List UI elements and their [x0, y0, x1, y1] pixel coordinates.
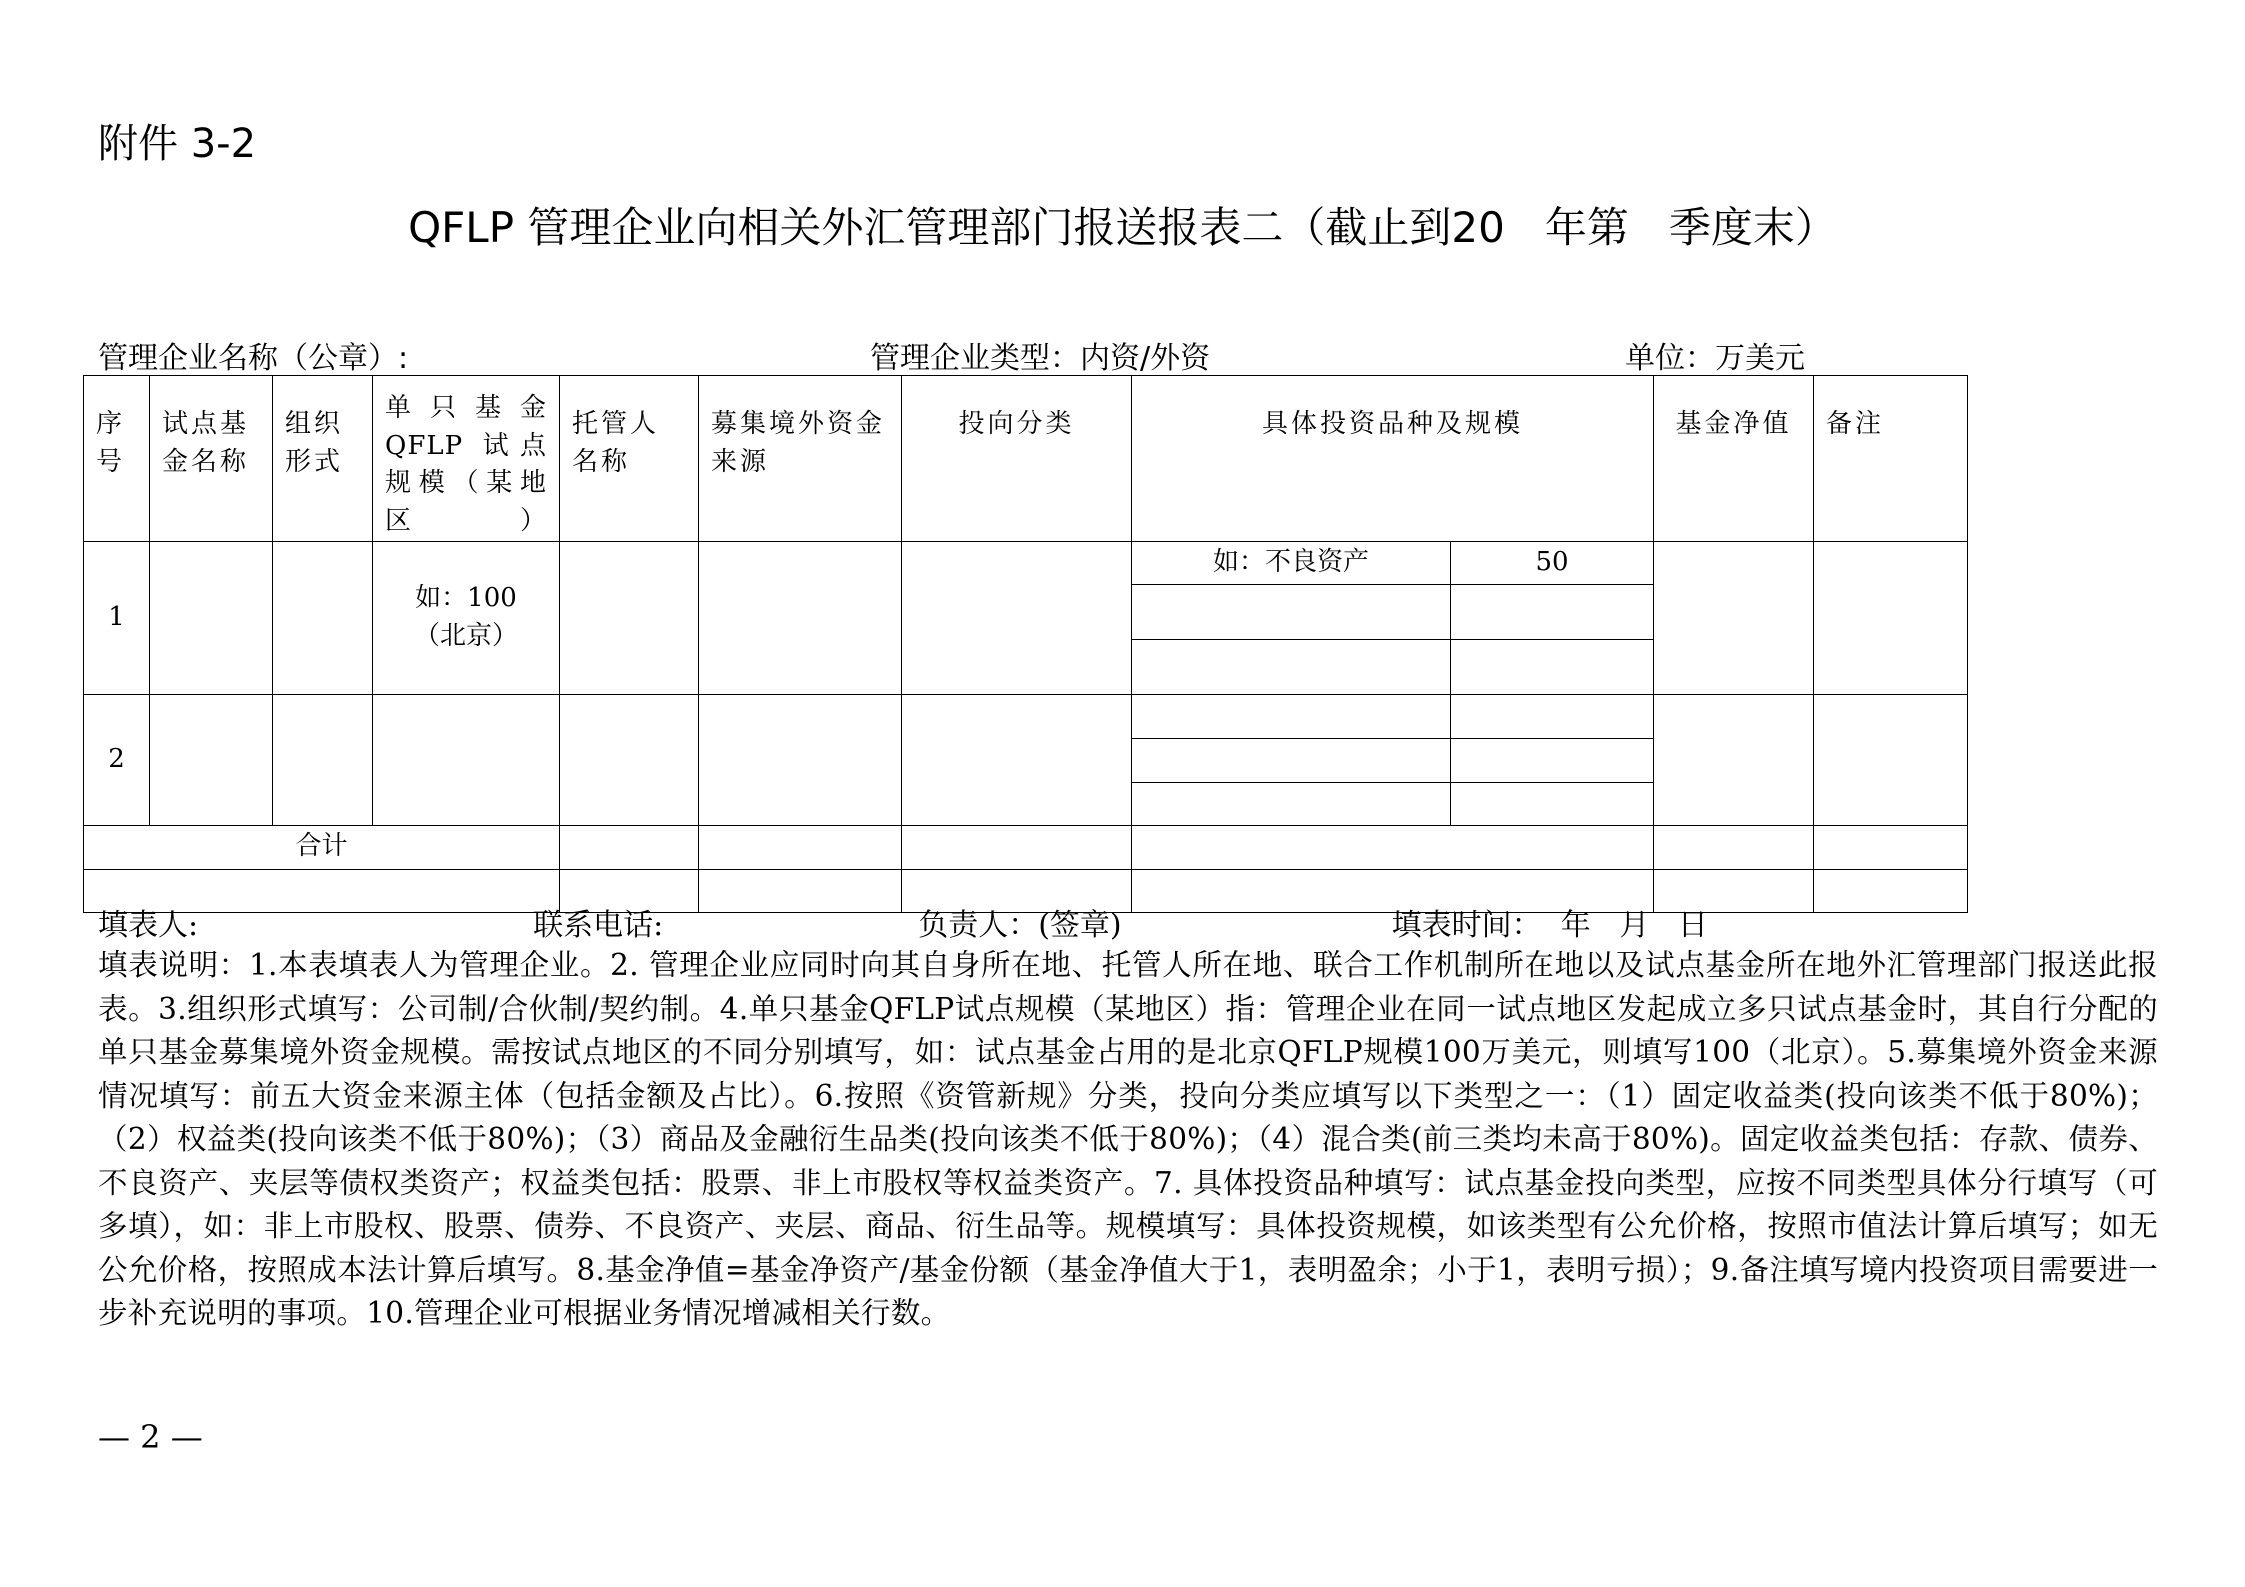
fill-date-label: 填表时间： 年 月 日 — [1391, 908, 1708, 943]
table-header-row — [84, 376, 1968, 542]
detail-scale-cell: 50 — [1451, 541, 1654, 584]
total-row — [84, 825, 1968, 869]
responsible-label: 负责人：(签章) — [918, 908, 1122, 943]
header-nav: 基金净值 — [1654, 376, 1814, 542]
total-cell — [1132, 825, 1654, 869]
company-type-label: 管理企业类型：内资/外资 — [870, 341, 1211, 376]
detail-scale-cell — [1451, 584, 1654, 639]
phone-label: 联系电话: — [533, 908, 664, 943]
custodian-cell — [560, 541, 699, 694]
fund-source-cell — [699, 541, 902, 694]
detail-scale-cell — [1451, 782, 1654, 825]
table-row — [84, 694, 1968, 738]
detail-item-cell — [1132, 639, 1451, 694]
nav-cell — [1654, 541, 1814, 694]
detail-scale-cell — [1451, 738, 1654, 782]
detail-item-cell — [1132, 694, 1451, 738]
detail-scale-cell — [1451, 694, 1654, 738]
header-org-form: 组织形式 — [273, 376, 373, 542]
header-remarks: 备注 — [1814, 376, 1968, 542]
fund-scale-cell: 如：100（北京） — [373, 541, 560, 694]
total-label: 合计 — [84, 825, 560, 869]
fund-scale-cell — [373, 694, 560, 825]
remarks-cell — [1814, 694, 1968, 825]
nav-cell — [1654, 694, 1814, 825]
detail-item-cell — [1132, 584, 1451, 639]
remarks-cell — [1814, 541, 1968, 694]
report-table-container — [83, 375, 1968, 913]
org-form-cell — [273, 541, 373, 694]
investment-category-cell — [902, 541, 1132, 694]
investment-category-cell — [902, 694, 1132, 825]
signature-line — [98, 900, 2245, 944]
header-investment-detail: 具体投资品种及规模 — [1132, 376, 1654, 542]
total-cell — [1814, 825, 1968, 869]
header-fund-scale: 单只基金QFLP 试点规模（某地区） — [373, 376, 560, 542]
company-name-label: 管理企业名称（公章）: — [98, 341, 409, 376]
detail-item-cell — [1132, 738, 1451, 782]
total-cell — [902, 825, 1132, 869]
header-index: 序号 — [84, 376, 150, 542]
filler-label: 填表人: — [98, 908, 199, 943]
fund-name-cell — [150, 541, 273, 694]
header-investment-category: 投向分类 — [902, 376, 1132, 542]
fund-source-cell — [699, 694, 902, 825]
detail-scale-cell — [1451, 639, 1654, 694]
page-number: — 2 — — [98, 1418, 203, 1456]
org-form-cell — [273, 694, 373, 825]
detail-item-cell: 如：不良资产 — [1132, 541, 1451, 584]
detail-item-cell — [1132, 782, 1451, 825]
row-index: 2 — [84, 694, 150, 825]
fund-name-cell — [150, 694, 273, 825]
total-cell — [699, 825, 902, 869]
header-fund-source: 募集境外资金来源 — [699, 376, 902, 542]
filling-instructions: 填表说明：1.本表填表人为管理企业。2. 管理企业应同时向其自身所在地、托管人所在地、联合工作机制所在地以及试点基金所在地外汇管理部门报送此报表。3.组织形式填写：公司制/合伙制/契约制。4.单只基金QFLP试点规模（某地区）指：管理企业在同一试点地区发起成立多只试点基金时，其自行分配的单只基金募集境外资金规模。需按试点地区的不同分别填写，如：试点基金占用的是北京QFLP规模100万美元，则填写100（北京）。5.募集境外资金来源情况填写：前五大资金来源主体（包括金额及占比）。6.按照《资管新规》分类，投向分类应填写以下类型之一：（1）固定收益类(投向该类不低于80%)；（2）权益类(投向该类不低于80%)；（3）商品及金融衍生品类(投向该类不低于80%)；（4）混合类(前三类均未高于80%)。固定收益类包括：存款、债券、不良资产、夹层等债权类资产；权益类包括：股票、非上市股权等权益类资产。7. 具体投资品种填写：试点基金投向类型，应按不同类型具体分行填写（可多填），如：非上市股权、股票、债券、不良资产、夹层、商品、衍生品等。规模填写：具体投资规模，如该类型有公允价格，按照市值法计算后填写；如无公允价格，按照成本法计算后填写。8.基金净值=基金净资产/基金份额（基金净值大于1，表明盈余；小于1，表明亏损）；9.备注填写境内投资项目需要进一步补充说明的事项。10.管理企业可根据业务情况增减相关行数。 — [98, 948, 2158, 1330]
custodian-cell — [560, 694, 699, 825]
attachment-label: 附件 3-2 — [98, 121, 257, 167]
row-index: 1 — [84, 541, 150, 694]
report-table — [83, 375, 1968, 913]
unit-label: 单位：万美元 — [1625, 341, 1805, 376]
table-row — [84, 541, 1968, 584]
header-custodian: 托管人名称 — [560, 376, 699, 542]
total-cell — [1654, 825, 1814, 869]
total-cell — [560, 825, 699, 869]
page-title: QFLP 管理企业向相关外汇管理部门报送报表二（截止到20 年第 季度末） — [408, 203, 1837, 252]
header-fund-name: 试点基金名称 — [150, 376, 273, 542]
